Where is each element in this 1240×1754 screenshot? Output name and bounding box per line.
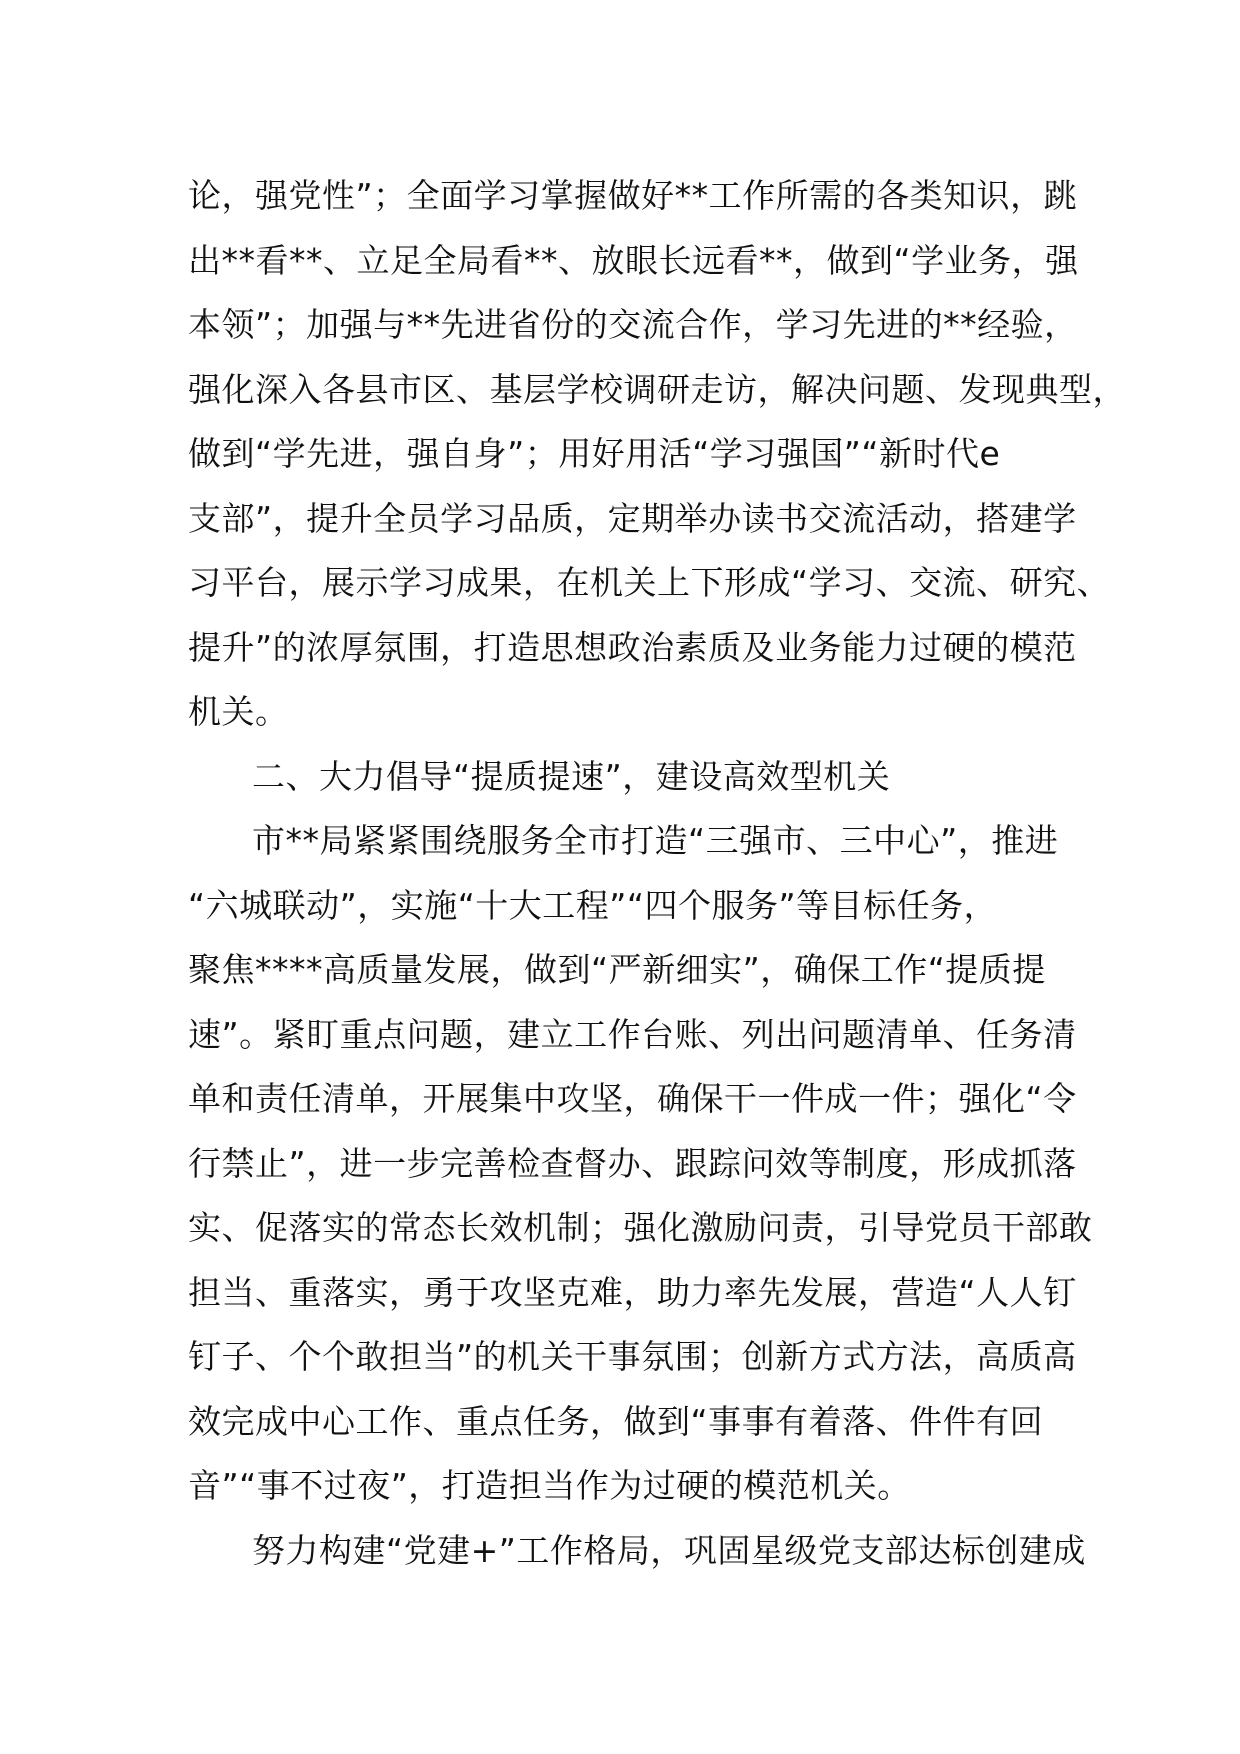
text-line: 习平台，展示学习成果，在机关上下形成“学习、交流、研究、 <box>188 563 1111 602</box>
text-line: 效完成中心工作、重点任务，做到“事事有着落、件件有回 <box>188 1401 1044 1441</box>
text-line: 行禁止”，进一步完善检查督办、跟踪问效等制度，形成抓落 <box>188 1143 1077 1183</box>
text-line: 出**看**、立足全局看**、放眼长远看**，做到“学业务，强 <box>188 240 1079 280</box>
paragraph-first-line: 努力构建“党建+”工作格局，巩固星级党支部达标创建成 <box>252 1530 1086 1570</box>
paragraph-first-line: 市**局紧紧围绕服务全市打造“三强市、三中心”，推进 <box>252 821 1059 860</box>
text-line: 单和责任清单，开展集中攻坚，确保干一件成一件；强化“令 <box>188 1079 1077 1118</box>
text-line: 支部”，提升全员学习品质，定期举办读书交流活动，搭建学 <box>188 498 1077 538</box>
text-line: 实、促落实的常态长效机制；强化激励问责，引导党员干部敢 <box>188 1208 1093 1247</box>
text-line: 做到“学先进，强自身”；用好用活“学习强国”“新时代e <box>188 434 1001 473</box>
text-line: 钉子、个个敢担当”的机关干事氛围；创新方式方法，高质高 <box>188 1337 1077 1376</box>
text-line: 聚焦****高质量发展，做到“严新细实”，确保工作“提质提 <box>188 950 1046 989</box>
text-line: 强化深入各县市区、基层学校调研走访，解决问题、发现典型， <box>188 369 1126 409</box>
text-line: 速”。紧盯重点问题，建立工作台账、列出问题清单、任务清 <box>188 1014 1077 1054</box>
text-line: 提升”的浓厚氛围，打造思想政治素质及业务能力过硬的模范 <box>188 627 1077 667</box>
text-line: “六城联动”，实施“十大工程”“四个服务”等目标任务， <box>188 885 998 925</box>
text-line: 论，强党性”；全面学习掌握做好**工作所需的各类知识，跳 <box>188 176 1078 215</box>
text-line: 本领”；加强与**先进省份的交流合作，学习先进的**经验， <box>188 305 1078 344</box>
section-heading: 二、大力倡导“提质提速”，建设高效型机关 <box>252 756 891 796</box>
text-line: 担当、重落实，勇于攻坚克难，助力率先发展，营造“人人钉 <box>188 1272 1077 1312</box>
text-line: 音”“事不过夜”，打造担当作为过硬的模范机关。 <box>188 1466 911 1505</box>
body-text <box>188 164 1126 1583</box>
text-line: 机关。 <box>188 692 289 731</box>
